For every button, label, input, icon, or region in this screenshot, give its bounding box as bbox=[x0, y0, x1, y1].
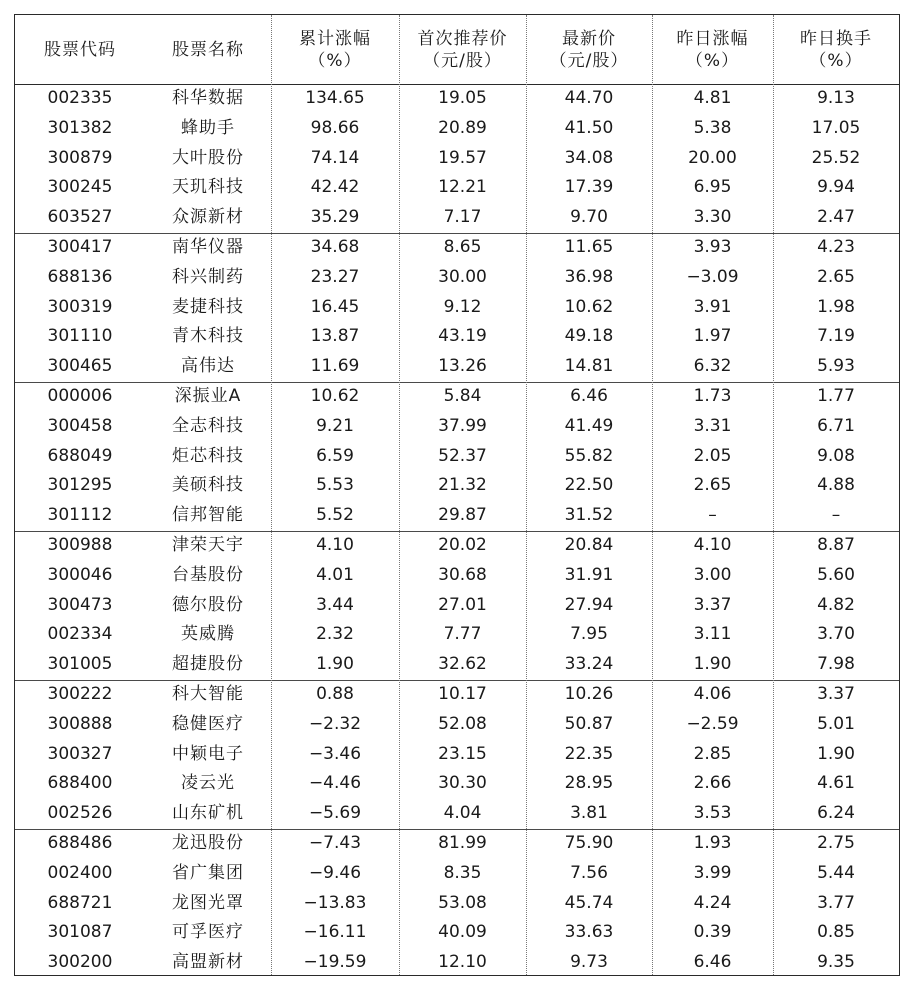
cell-prev-turnover: 4.88 bbox=[817, 475, 855, 496]
table-row bbox=[15, 948, 899, 978]
cell-latest-price: 41.49 bbox=[564, 415, 614, 436]
cell-first-price: 30.30 bbox=[438, 773, 487, 794]
cell-code: 301005 bbox=[47, 654, 113, 675]
cell-prev-gain: 2.85 bbox=[693, 743, 732, 764]
cell-prev-gain: 2.66 bbox=[693, 773, 732, 794]
cell-prev-turnover: 25.52 bbox=[811, 147, 861, 168]
column-separator bbox=[399, 15, 400, 975]
cell-code: 301087 bbox=[47, 922, 113, 943]
cell-prev-turnover: 2.47 bbox=[817, 207, 855, 228]
table-row bbox=[15, 650, 899, 680]
cell-first-price: 52.37 bbox=[438, 445, 487, 466]
cell-name: 科大智能 bbox=[172, 684, 244, 704]
cell-prev-gain: 1.93 bbox=[693, 833, 732, 853]
cell-cum-gain: −3.46 bbox=[308, 743, 362, 764]
cell-latest-price: 28.95 bbox=[564, 773, 614, 794]
header-label: 首次推荐价 bbox=[417, 28, 508, 49]
cell-code: 688400 bbox=[47, 773, 113, 794]
cell-prev-gain: 4.81 bbox=[693, 88, 732, 108]
cell-first-price: 19.57 bbox=[438, 147, 487, 168]
table-row bbox=[15, 799, 899, 829]
cell-latest-price: 75.90 bbox=[564, 833, 614, 853]
cell-cum-gain: −4.46 bbox=[308, 773, 362, 794]
table-row bbox=[15, 293, 899, 323]
cell-cum-gain: 6.59 bbox=[316, 445, 354, 466]
cell-prev-gain: 4.06 bbox=[693, 684, 732, 704]
cell-code: 300458 bbox=[47, 415, 113, 436]
table-row bbox=[15, 710, 899, 740]
table-row bbox=[15, 620, 899, 650]
column-separator bbox=[773, 15, 774, 975]
cell-first-price: 40.09 bbox=[438, 922, 487, 943]
cell-code: 301382 bbox=[47, 117, 113, 138]
cell-cum-gain: 5.52 bbox=[316, 505, 354, 526]
cell-latest-price: 17.39 bbox=[564, 177, 614, 198]
cell-name: 省广集团 bbox=[172, 862, 244, 883]
cell-prev-gain: 3.37 bbox=[693, 594, 732, 615]
cell-latest-price: 44.70 bbox=[564, 88, 614, 108]
cell-name: 炬芯科技 bbox=[172, 445, 244, 466]
cell-latest-price: 14.81 bbox=[564, 356, 614, 377]
cell-latest-price: 49.18 bbox=[564, 326, 614, 347]
column-separator bbox=[652, 15, 653, 975]
cell-first-price: 29.87 bbox=[438, 505, 487, 526]
cell-first-price: 12.21 bbox=[438, 177, 487, 198]
cell-first-price: 27.01 bbox=[438, 594, 487, 615]
cell-cum-gain: 4.01 bbox=[316, 564, 354, 585]
cell-name: 科华数据 bbox=[172, 88, 244, 108]
cell-code: 000006 bbox=[47, 386, 113, 406]
cell-name: 英威腾 bbox=[181, 624, 235, 645]
cell-cum-gain: 16.45 bbox=[310, 296, 360, 317]
header-unit: （元/股） bbox=[423, 50, 502, 71]
cell-latest-price: 45.74 bbox=[564, 892, 614, 913]
header-unit: （元/股） bbox=[549, 50, 629, 71]
cell-code: 301110 bbox=[47, 326, 113, 347]
cell-prev-turnover: 1.90 bbox=[817, 743, 855, 764]
cell-code: 002400 bbox=[47, 862, 113, 883]
cell-prev-gain: 1.97 bbox=[693, 326, 732, 347]
cell-prev-turnover: 17.05 bbox=[811, 117, 861, 138]
header-first-price bbox=[399, 15, 526, 84]
cell-prev-gain: 1.73 bbox=[693, 386, 732, 406]
cell-prev-turnover: 5.93 bbox=[817, 356, 855, 377]
cell-cum-gain: 98.66 bbox=[310, 117, 360, 138]
table-row bbox=[15, 829, 899, 859]
table-row bbox=[15, 382, 899, 412]
cell-cum-gain: 3.44 bbox=[316, 594, 354, 615]
cell-latest-price: 31.52 bbox=[564, 505, 614, 526]
cell-first-price: 7.17 bbox=[443, 207, 482, 228]
cell-latest-price: 55.82 bbox=[564, 445, 614, 466]
cell-first-price: 4.04 bbox=[443, 803, 482, 824]
cell-first-price: 81.99 bbox=[438, 833, 487, 853]
cell-name: 美硕科技 bbox=[172, 475, 244, 496]
cell-first-price: 19.05 bbox=[438, 88, 487, 108]
cell-code: 300879 bbox=[47, 147, 113, 168]
cell-cum-gain: 35.29 bbox=[310, 207, 360, 228]
cell-first-price: 8.65 bbox=[443, 237, 482, 257]
header-cum-gain bbox=[271, 15, 399, 84]
cell-code: 603527 bbox=[47, 207, 113, 228]
cell-prev-turnover: 5.60 bbox=[817, 564, 855, 585]
cell-cum-gain: −2.32 bbox=[308, 713, 362, 734]
cell-latest-price: 9.70 bbox=[570, 207, 608, 228]
cell-prev-gain: 6.95 bbox=[693, 177, 732, 198]
cell-prev-turnover: 4.82 bbox=[817, 594, 855, 615]
cell-first-price: 32.62 bbox=[438, 654, 487, 675]
cell-name: 麦捷科技 bbox=[172, 296, 244, 317]
table-row bbox=[15, 412, 899, 442]
cell-latest-price: 7.95 bbox=[570, 624, 608, 645]
cell-latest-price: 33.63 bbox=[564, 922, 614, 943]
cell-first-price: 8.35 bbox=[443, 862, 482, 883]
cell-prev-turnover: 6.71 bbox=[817, 415, 855, 436]
cell-code: 688721 bbox=[47, 892, 113, 913]
cell-prev-gain: 4.10 bbox=[693, 535, 732, 555]
table-row bbox=[15, 680, 899, 710]
cell-prev-turnover: 7.19 bbox=[817, 326, 855, 347]
cell-latest-price: 31.91 bbox=[564, 564, 614, 585]
cell-first-price: 21.32 bbox=[438, 475, 487, 496]
cell-prev-gain: 3.00 bbox=[693, 564, 732, 585]
cell-cum-gain: 23.27 bbox=[310, 266, 360, 287]
cell-latest-price: 20.84 bbox=[564, 535, 614, 555]
table-row bbox=[15, 114, 899, 144]
cell-cum-gain: 0.88 bbox=[316, 684, 354, 704]
cell-code: 300473 bbox=[47, 594, 113, 615]
cell-prev-gain: 3.11 bbox=[693, 624, 732, 645]
cell-cum-gain: 2.32 bbox=[316, 624, 354, 645]
header-latest-price bbox=[526, 15, 652, 84]
cell-name: 深振业A bbox=[174, 386, 242, 406]
cell-first-price: 30.68 bbox=[438, 564, 487, 585]
cell-cum-gain: −19.59 bbox=[303, 952, 367, 973]
cell-prev-turnover: 6.24 bbox=[817, 803, 855, 824]
cell-prev-gain: 20.00 bbox=[688, 147, 737, 168]
cell-cum-gain: −13.83 bbox=[303, 892, 367, 913]
cell-latest-price: 41.50 bbox=[564, 117, 614, 138]
table-header bbox=[15, 15, 899, 84]
cell-prev-gain: 3.30 bbox=[693, 207, 732, 228]
cell-prev-turnover: 9.94 bbox=[817, 177, 855, 198]
cell-code: 300417 bbox=[47, 237, 113, 257]
cell-cum-gain: −9.46 bbox=[308, 862, 362, 883]
header-label: 累计涨幅 bbox=[299, 28, 371, 49]
cell-latest-price: 33.24 bbox=[564, 654, 614, 675]
cell-prev-gain: 3.93 bbox=[693, 237, 732, 257]
cell-prev-turnover: 3.37 bbox=[817, 684, 855, 704]
cell-name: 天玑科技 bbox=[172, 177, 244, 198]
cell-code: 300327 bbox=[47, 743, 113, 764]
cell-code: 300465 bbox=[47, 356, 113, 377]
cell-prev-gain: – bbox=[708, 505, 717, 526]
cell-prev-gain: 3.91 bbox=[693, 296, 732, 317]
cell-prev-gain: 5.38 bbox=[693, 117, 732, 138]
cell-prev-turnover: 3.77 bbox=[817, 892, 855, 913]
cell-latest-price: 10.62 bbox=[564, 296, 614, 317]
cell-latest-price: 50.87 bbox=[564, 713, 614, 734]
cell-first-price: 5.84 bbox=[443, 386, 482, 406]
cell-cum-gain: −5.69 bbox=[308, 803, 362, 824]
cell-cum-gain: 10.62 bbox=[310, 386, 360, 406]
cell-cum-gain: 74.14 bbox=[310, 147, 360, 168]
cell-prev-turnover: 1.77 bbox=[817, 386, 855, 406]
cell-cum-gain: −7.43 bbox=[308, 833, 362, 853]
cell-code: 002334 bbox=[47, 624, 113, 645]
header-prev-gain bbox=[652, 15, 773, 84]
cell-prev-turnover: 1.98 bbox=[817, 296, 855, 317]
cell-cum-gain: 42.42 bbox=[310, 177, 360, 198]
cell-prev-turnover: 9.13 bbox=[817, 88, 855, 108]
cell-name: 信邦智能 bbox=[172, 505, 244, 526]
cell-name: 科兴制药 bbox=[172, 266, 244, 287]
cell-name: 超捷股份 bbox=[172, 654, 244, 675]
cell-latest-price: 11.65 bbox=[564, 237, 614, 257]
cell-cum-gain: 34.68 bbox=[310, 237, 360, 257]
cell-name: 众源新材 bbox=[172, 207, 244, 228]
cell-name: 龙图光罩 bbox=[172, 892, 244, 913]
table-row bbox=[15, 889, 899, 919]
header-label: 股票名称 bbox=[172, 39, 244, 60]
table-row bbox=[15, 84, 899, 114]
cell-first-price: 37.99 bbox=[438, 415, 487, 436]
header-label: 昨日涨幅 bbox=[676, 28, 749, 49]
cell-prev-gain: 3.53 bbox=[693, 803, 732, 824]
cell-latest-price: 7.56 bbox=[570, 862, 608, 883]
cell-first-price: 20.02 bbox=[438, 535, 487, 555]
cell-name: 德尔股份 bbox=[172, 594, 244, 615]
cell-code: 301112 bbox=[47, 505, 113, 526]
cell-first-price: 52.08 bbox=[438, 713, 487, 734]
cell-first-price: 30.00 bbox=[438, 266, 487, 287]
cell-first-price: 13.26 bbox=[438, 356, 487, 377]
cell-code: 002335 bbox=[47, 88, 113, 108]
cell-latest-price: 27.94 bbox=[564, 594, 614, 615]
cell-first-price: 10.17 bbox=[438, 684, 487, 704]
header-code bbox=[15, 15, 145, 84]
header-name bbox=[145, 15, 271, 84]
header-unit: （%） bbox=[308, 50, 362, 71]
cell-cum-gain: 9.21 bbox=[316, 415, 354, 436]
cell-cum-gain: 5.53 bbox=[316, 475, 354, 496]
cell-prev-gain: 6.32 bbox=[693, 356, 732, 377]
cell-name: 全志科技 bbox=[172, 415, 244, 436]
cell-cum-gain: 1.90 bbox=[316, 654, 354, 675]
table-row bbox=[15, 561, 899, 591]
cell-prev-turnover: 2.75 bbox=[817, 833, 855, 853]
cell-name: 山东矿机 bbox=[172, 803, 244, 824]
table-row bbox=[15, 263, 899, 293]
cell-prev-turnover: 0.85 bbox=[817, 922, 855, 943]
cell-prev-turnover: 3.70 bbox=[817, 624, 855, 645]
cell-code: 300046 bbox=[47, 564, 113, 585]
cell-name: 可孚医疗 bbox=[172, 922, 244, 943]
cell-cum-gain: 134.65 bbox=[305, 88, 365, 108]
cell-first-price: 12.10 bbox=[438, 952, 487, 973]
cell-prev-turnover: 4.23 bbox=[817, 237, 855, 257]
cell-prev-turnover: 9.35 bbox=[817, 952, 855, 973]
cell-prev-gain: 3.31 bbox=[693, 415, 732, 436]
cell-prev-turnover: 8.87 bbox=[817, 535, 855, 555]
cell-prev-gain: 2.05 bbox=[693, 445, 732, 466]
cell-first-price: 9.12 bbox=[443, 296, 482, 317]
cell-prev-gain: 4.24 bbox=[693, 892, 732, 913]
column-separator bbox=[526, 15, 527, 975]
cell-latest-price: 9.73 bbox=[570, 952, 608, 973]
cell-name: 台基股份 bbox=[172, 564, 244, 585]
header-prev-turnover bbox=[773, 15, 899, 84]
cell-prev-turnover: 5.44 bbox=[817, 862, 855, 883]
cell-cum-gain: 13.87 bbox=[310, 326, 360, 347]
cell-prev-gain: −3.09 bbox=[686, 266, 739, 287]
cell-name: 津荣天宇 bbox=[172, 535, 244, 555]
cell-code: 300222 bbox=[47, 684, 113, 704]
cell-name: 高盟新材 bbox=[172, 952, 244, 973]
cell-prev-turnover: 5.01 bbox=[817, 713, 855, 734]
cell-code: 002526 bbox=[47, 803, 113, 824]
header-label: 股票代码 bbox=[44, 39, 116, 60]
cell-first-price: 23.15 bbox=[438, 743, 487, 764]
table-row bbox=[15, 173, 899, 203]
cell-name: 龙迅股份 bbox=[172, 833, 244, 853]
cell-name: 中颖电子 bbox=[172, 743, 244, 764]
cell-name: 南华仪器 bbox=[172, 237, 244, 257]
cell-name: 凌云光 bbox=[181, 773, 235, 794]
cell-code: 688136 bbox=[47, 266, 113, 287]
cell-code: 688486 bbox=[47, 833, 113, 853]
column-separator bbox=[271, 15, 272, 975]
header-unit: （%） bbox=[809, 50, 863, 71]
cell-latest-price: 10.26 bbox=[564, 684, 614, 704]
cell-prev-turnover: 2.65 bbox=[817, 266, 855, 287]
cell-prev-gain: −2.59 bbox=[686, 713, 739, 734]
cell-latest-price: 3.81 bbox=[570, 803, 608, 824]
table-row bbox=[15, 918, 899, 948]
header-unit: （%） bbox=[685, 50, 740, 71]
table-row bbox=[15, 531, 899, 561]
table-row bbox=[15, 203, 899, 233]
cell-first-price: 43.19 bbox=[438, 326, 487, 347]
cell-code: 300200 bbox=[47, 952, 113, 973]
cell-latest-price: 34.08 bbox=[564, 147, 614, 168]
cell-first-price: 53.08 bbox=[438, 892, 487, 913]
cell-prev-gain: 0.39 bbox=[693, 922, 732, 943]
table-row bbox=[15, 501, 899, 531]
cell-name: 青木科技 bbox=[172, 326, 244, 347]
cell-prev-gain: 2.65 bbox=[693, 475, 732, 496]
cell-prev-turnover: 9.08 bbox=[817, 445, 855, 466]
cell-prev-turnover: 7.98 bbox=[817, 654, 855, 675]
cell-code: 300319 bbox=[47, 296, 113, 317]
cell-cum-gain: −16.11 bbox=[303, 922, 367, 943]
cell-code: 300988 bbox=[47, 535, 113, 555]
stock-table bbox=[14, 14, 900, 976]
cell-name: 稳健医疗 bbox=[172, 713, 244, 734]
table-row bbox=[15, 859, 899, 889]
cell-latest-price: 22.50 bbox=[564, 475, 614, 496]
cell-latest-price: 36.98 bbox=[564, 266, 614, 287]
cell-first-price: 20.89 bbox=[438, 117, 487, 138]
cell-code: 301295 bbox=[47, 475, 113, 496]
header-label: 最新价 bbox=[562, 28, 616, 49]
cell-prev-gain: 3.99 bbox=[693, 862, 732, 883]
cell-code: 300245 bbox=[47, 177, 113, 198]
table-row bbox=[15, 352, 899, 382]
cell-name: 蜂助手 bbox=[181, 117, 235, 138]
cell-code: 688049 bbox=[47, 445, 113, 466]
cell-prev-gain: 6.46 bbox=[693, 952, 732, 973]
table-row bbox=[15, 769, 899, 799]
cell-cum-gain: 4.10 bbox=[316, 535, 354, 555]
table-row bbox=[15, 471, 899, 501]
cell-prev-gain: 1.90 bbox=[693, 654, 732, 675]
table-row bbox=[15, 442, 899, 472]
table-row bbox=[15, 591, 899, 621]
cell-cum-gain: 11.69 bbox=[310, 356, 360, 377]
cell-prev-turnover: 4.61 bbox=[817, 773, 855, 794]
header-label: 昨日换手 bbox=[800, 28, 872, 49]
cell-first-price: 7.77 bbox=[443, 624, 482, 645]
cell-prev-turnover: – bbox=[831, 505, 841, 526]
cell-latest-price: 22.35 bbox=[564, 743, 614, 764]
table-row bbox=[15, 144, 899, 174]
cell-name: 大叶股份 bbox=[172, 147, 244, 168]
table-row bbox=[15, 233, 899, 263]
cell-name: 高伟达 bbox=[181, 356, 235, 377]
table-row bbox=[15, 322, 899, 352]
cell-code: 300888 bbox=[47, 713, 113, 734]
cell-latest-price: 6.46 bbox=[570, 386, 608, 406]
table-row bbox=[15, 740, 899, 770]
